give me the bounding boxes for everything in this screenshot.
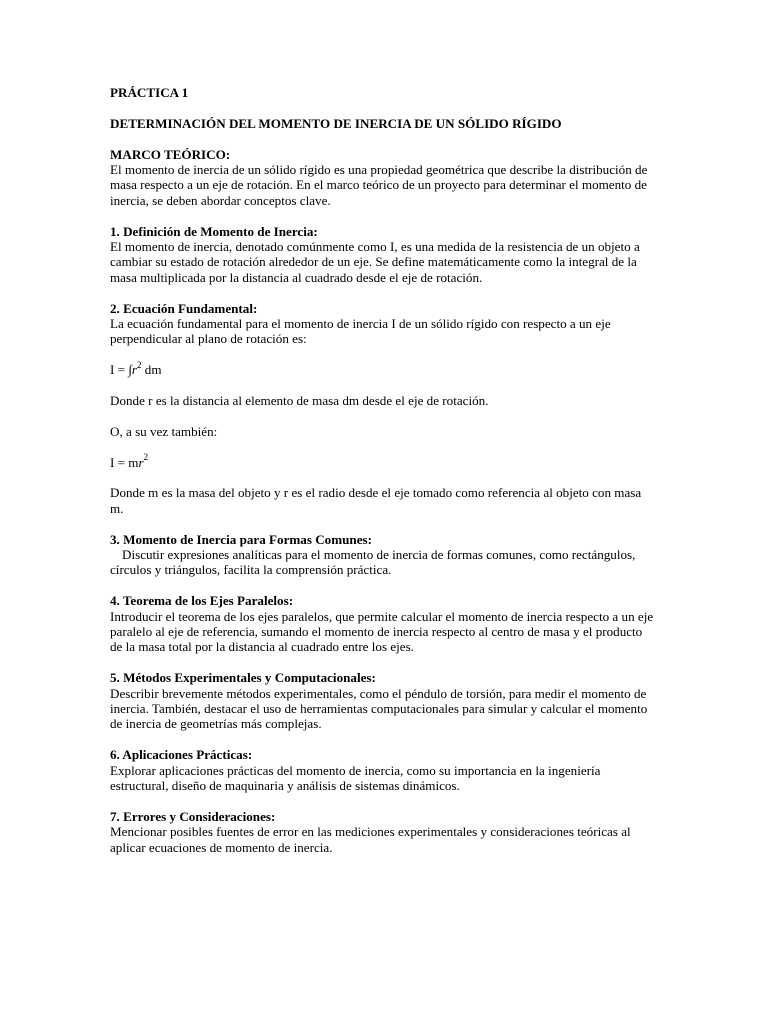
formula-integral-lhs: I = ∫: [110, 362, 132, 378]
section-3-heading: 3. Momento de Inercia para Formas Comunes:: [110, 531, 372, 547]
formula-point-mass-var: r: [138, 454, 144, 470]
marco-teorico-section: [110, 147, 655, 209]
section-6: [110, 747, 655, 793]
formula-point-mass-exponent: 2: [143, 452, 149, 463]
formula-integral-rhs: dm: [141, 362, 162, 378]
marco-teorico-text: El momento de inercia de un sólido rígido es una propiedad geométrica que describe la distribución de masa respecto a un eje de rotación. En el marco teórico de un proyecto para determinar el momento de inercia, se deben abordar conceptos clave.: [110, 162, 648, 208]
formula-point-mass-note: Donde m es la masa del objeto y r es el radio desde el eje tomado como referencia al objeto con masa m.: [110, 485, 642, 516]
marco-teorico-heading: MARCO TEÓRICO:: [110, 146, 231, 162]
section-5-heading: 5. Métodos Experimentales y Computacionales:: [110, 670, 376, 686]
section-1: [110, 224, 655, 286]
section-7: [110, 809, 655, 855]
formula-point-mass-lhs: I = m: [110, 454, 139, 470]
section-7-heading: 7. Errores y Consideraciones:: [110, 808, 276, 824]
section-5-text: Describir brevemente métodos experimentales, como el péndulo de torsión, para medir el momento de inercia. También, destacar el uso de herramientas computacionales para simular y calcular el momento de inercia de geometrías más complejas.: [110, 685, 648, 732]
section-4-text: Introducir el teorema de los ejes paralelos, que permite calcular el momento de inercia respecto a un eje paralelo al eje de referencia, sumando el momento de inercia respecto al centro de masa y el producto de la masa total por la distancia al cuadrado entre los ejes.: [110, 608, 654, 655]
section-2-text: La ecuación fundamental para el momento de inercia I de un sólido rígido con respecto a un eje perpendicular al plano de rotación es:: [110, 316, 611, 347]
section-6-heading: 6. Aplicaciones Prácticas:: [110, 747, 253, 763]
formula-integral-var: r: [131, 362, 137, 378]
formula-point-mass: [110, 452, 655, 470]
section-3: [110, 532, 655, 578]
section-3-text: Discutir expresiones analíticas para el momento de inercia de formas comunes, como rectángulos, círculos y triángulos, facilita la comprensión práctica.: [110, 547, 636, 578]
practice-number: PRÁCTICA 1: [110, 85, 189, 100]
section-2: [110, 301, 655, 517]
document-page: [110, 85, 655, 870]
formula-integral: [110, 359, 655, 378]
formula-integral-exponent: 2: [137, 359, 142, 370]
section-1-heading: 1. Definición de Momento de Inercia:: [110, 223, 318, 239]
section-4-heading: 4. Teorema de los Ejes Paralelos:: [110, 593, 294, 609]
document-title: DETERMINACIÓN DEL MOMENTO DE INERCIA DE UN SÓLIDO RÍGIDO: [110, 115, 562, 131]
section-7-text: Mencionar posibles fuentes de error en las mediciones experimentales y consideraciones teóricas al aplicar ecuaciones de momento de inercia.: [110, 824, 631, 855]
section-6-text: Explorar aplicaciones prácticas del momento de inercia, como su importancia en la ingeniería estructural, diseño de maquinaria y análisis de sistemas dinámicos.: [110, 762, 601, 794]
formula-integral-note: Donde r es la distancia al elemento de masa dm desde el eje de rotación.: [110, 393, 489, 409]
section-2-heading: 2. Ecuación Fundamental:: [110, 300, 258, 316]
section-1-text: El momento de inercia, denotado comúnmente como I, es una medida de la resistencia de un objeto a cambiar su estado de rotación alrededor de un eje. Se define matemáticamente como la integral de la masa multiplicada por la distancia al cuadrado desde el eje de rotación.: [110, 239, 640, 285]
also-text: O, a su vez también:: [110, 423, 218, 439]
section-4: [110, 593, 655, 655]
section-5: [110, 670, 655, 732]
